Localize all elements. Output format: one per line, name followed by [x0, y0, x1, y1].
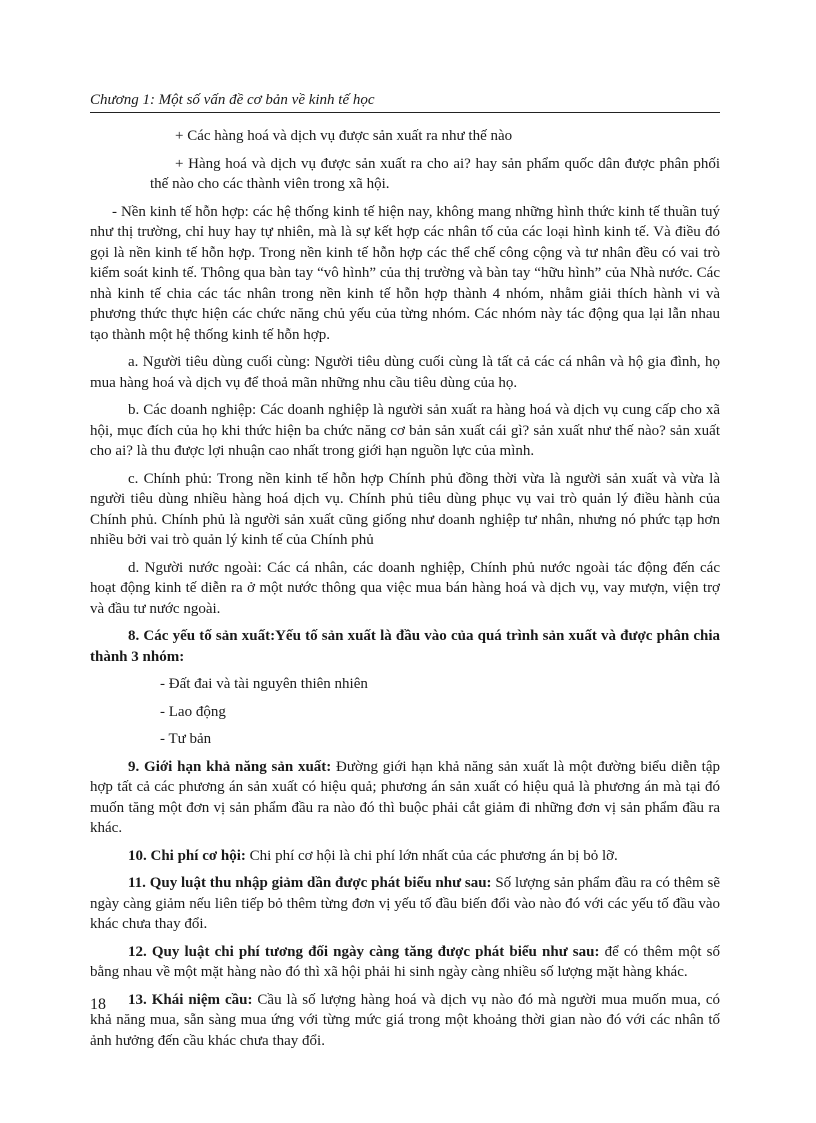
opportunity-cost-term: 10. Chi phí cơ hội: [128, 847, 246, 864]
bullet-how: + Các hàng hoá và dịch vụ được sản xuất ra như thế nào [175, 128, 513, 144]
government-paragraph: c. Chính phủ: Trong nền kinh tế hỗn hợp Chính phủ đồng thời vừa là người sản xuất và vừa là người tiêu dùng nhiều hàng hoá dịch vụ. Chính phủ tiêu dùng phục vụ vai trò quản lý điều hành của Chính phủ. Chính phủ là người sản xuất cũng giống như doanh nghiệp tư nhân, nhưng nó phức tạp hơn nhiều bởi vai trò quản lý kinh tế của Chính phủ [90, 470, 720, 548]
mixed-economy-paragraph: - Nền kinh tế hỗn hợp: các hệ thống kinh tế hiện nay, không mang những hình thức kinh tế thuần tuý như thị trường, chỉ huy hay tự nhiên, mà là sự kết hợp các nhân tố của các loại hình kinh tế. Và điều đó gọi là nền kinh tế hỗn hợp. Trong nền kinh tế hỗn hợp các thể chế công cộng và tư nhân đều có vai trò kiểm soát kinh tế. Thông qua bàn tay “vô hình” của thị trường và bàn tay “hữu hình” của Nhà nước. Các nhà kinh tế chia các tác nhân trong nền kinh tế hỗn hợp thành 4 nhóm, nhằm giải thích hành vi và phương thức thực hiện các chức năng chủ yếu của từng nhóm. Các nhóm này tác động qua lại lẫn nhau tạo thành một hệ thống kinh tế hỗn hợp. [90, 203, 720, 343]
foreigners-paragraph: d. Người nước ngoài: Các cá nhân, các doanh nghiệp, Chính phủ nước ngoài tác động đến các hoạt động kinh tế diễn ra ở một nước thông qua việc mua bán hàng hoá và dịch vụ, vay mượn, viện trợ và đầu tư nước ngoài. [90, 559, 720, 617]
consumers-paragraph: a. Người tiêu dùng cuối cùng: Người tiêu dùng cuối cùng là tất cả các cá nhân và hộ gia đình, họ mua hàng hoá và dịch vụ để thoả mãn những nhu cầu tiêu dùng của họ. [90, 354, 720, 391]
ppf-term: 9. Giới hạn khả năng sản xuất: [128, 758, 332, 775]
factor-capital: - Tư bản [160, 731, 212, 747]
demand-paragraph [90, 990, 720, 1052]
increasing-cost-term: 12. Quy luật chi phí tương đối ngày càng tăng được phát biểu như sau: [128, 943, 600, 960]
page-body [90, 126, 720, 1051]
bullet-for-whom: + Hàng hoá và dịch vụ được sản xuất ra cho ai? hay sản phẩm quốc dân được phân phối thế nào cho các thành viên trong xã hội. [150, 155, 720, 192]
demand-term: 13. Khái niệm cầu: [128, 991, 253, 1008]
factors-of-production-heading: 8. Các yếu tố sản xuất:Yếu tố sản xuất là đầu vào của quá trình sản xuất và được phân chia thành 3 nhóm: [90, 628, 720, 665]
diminishing-returns-definition: Số lượng sản phẩm đầu ra có thêm sẽ ngày càng giảm nếu liên tiếp bỏ thêm từng đơn vị yếu tố đầu biến đổi vào nào đó với các yếu tố đầu vào khác chưa thay đổi. [90, 875, 720, 932]
demand-definition: Cầu là số lượng hàng hoá và dịch vụ nào đó mà người mua muốn mua, có khả năng mua, sẵn sàng mua ứng với từng mức giá trong một khoảng thời gian nào đó với các nhân tố ảnh hưởng đến cầu khác chưa thay đổi. [90, 991, 720, 1049]
opportunity-cost-definition: Chi phí cơ hội là chi phí lớn nhất của các phương án bị bỏ lỡ. [245, 847, 618, 864]
firms-paragraph: b. Các doanh nghiệp: Các doanh nghiệp là người sản xuất ra hàng hoá và dịch vụ cung cấp cho xã hội, mục đích của họ khi thức hiện ba chức năng cơ bản sản xuất cái gì? sản xuất như thế nào? sản xuất cho ai? là thu được lợi nhuận cao nhất trong giới hạn nguồn lực của mình. [90, 402, 720, 459]
ppf-paragraph [90, 757, 720, 839]
factor-labor: - Lao động [160, 703, 226, 720]
chapter-header: Chương 1: Một số vấn đề cơ bản về kinh tế học [90, 92, 720, 113]
increasing-cost-paragraph [90, 942, 720, 983]
page-number: 18 [90, 996, 106, 1013]
diminishing-returns-paragraph [90, 873, 720, 935]
increasing-cost-definition: để có thêm một số bằng nhau về một mặt hàng nào đó thì xã hội phải hi sinh ngày càng nhiều số lượng mặt hàng khác. [90, 943, 720, 980]
opportunity-cost-paragraph [90, 846, 720, 867]
diminishing-returns-term: 11. Quy luật thu nhập giảm dần được phát biểu như sau: [128, 875, 492, 891]
factor-land: - Đất đai và tài nguyên thiên nhiên [160, 676, 368, 692]
ppf-definition: Đường giới hạn khả năng sản xuất là một đường biểu diễn tập hợp tất cả các phương án sản xuất có hiệu quả; phương án sản xuất có hiệu quả là phương án mà tại đó muốn tăng một đơn vị sản phẩm đầu ra nào đó thì buộc phải cắt giảm đi những đơn vị sản phẩm đầu ra khác. [90, 758, 721, 836]
